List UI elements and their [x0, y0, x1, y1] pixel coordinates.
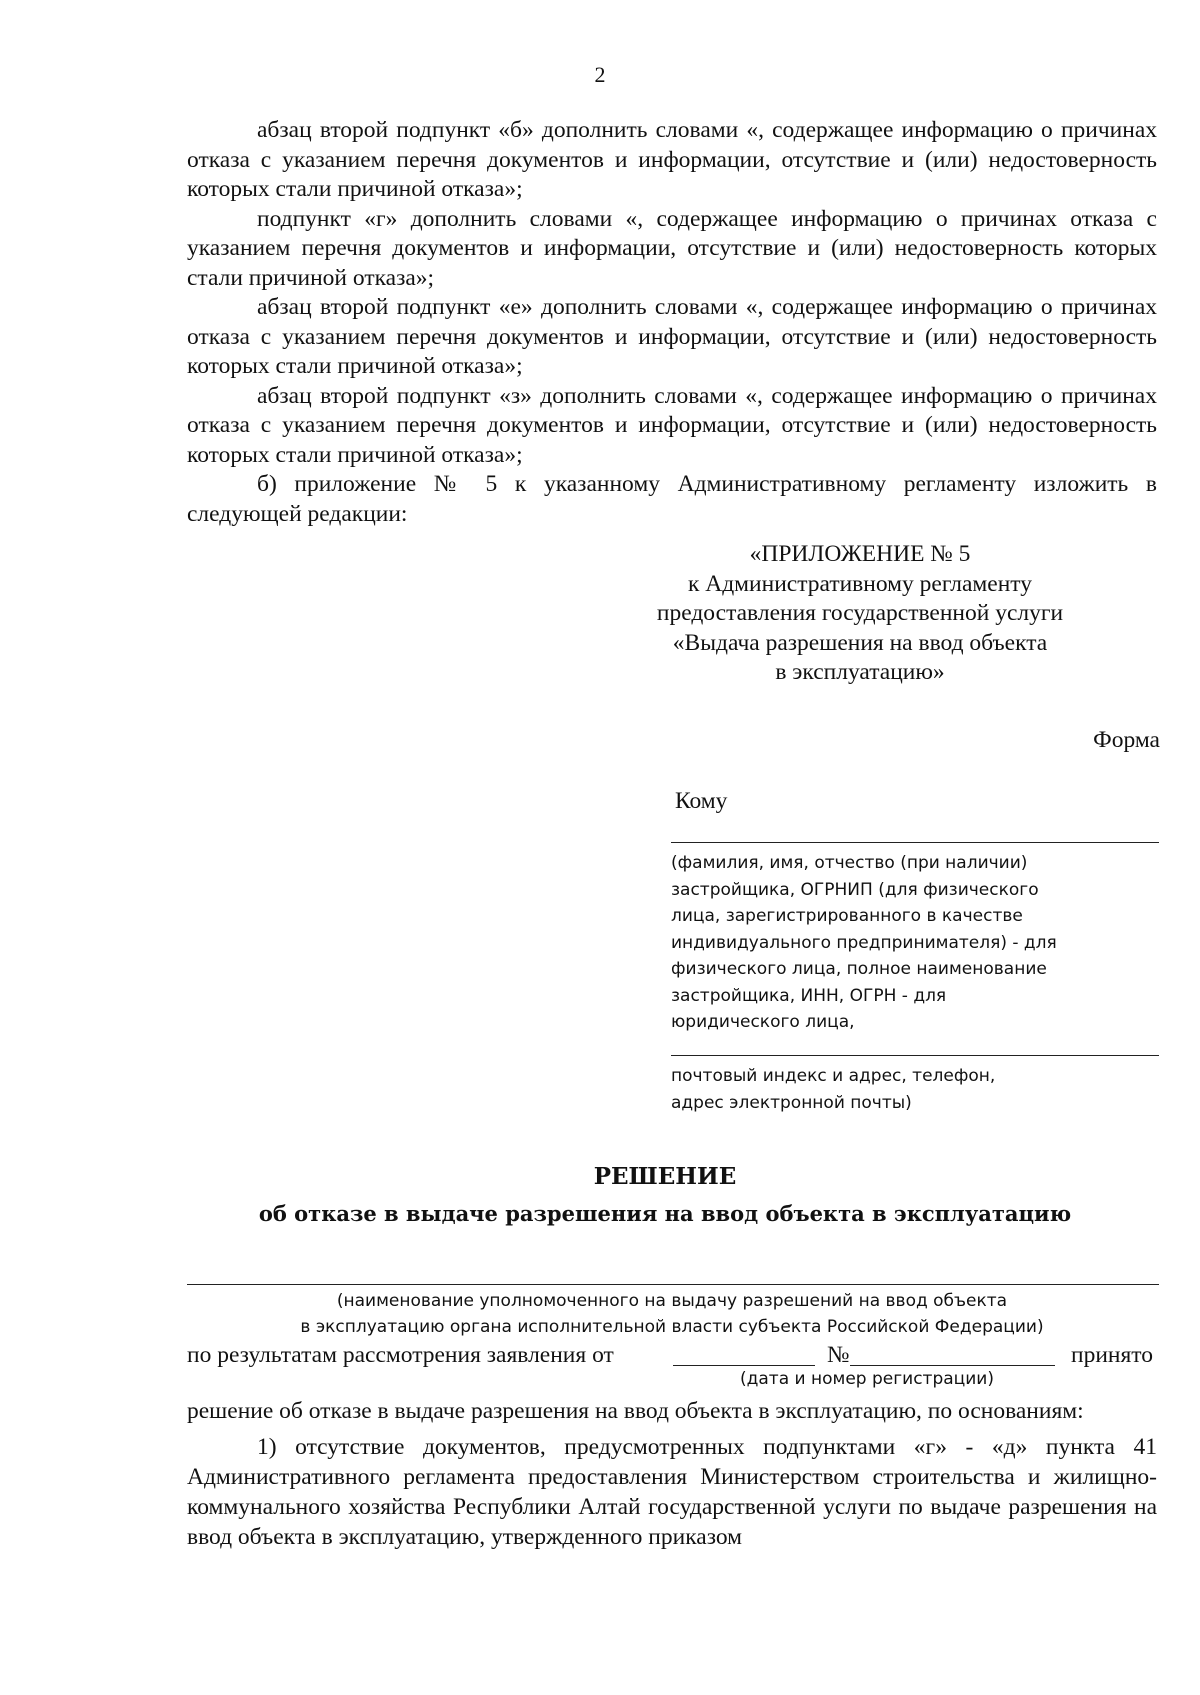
decision-text	[187, 1396, 1157, 1552]
recipient-label: Кому	[675, 788, 728, 814]
appendix-line: «ПРИЛОЖЕНИЕ № 5	[749, 541, 971, 567]
recipient-note-line: (фамилия, имя, отчество (при наличии)	[671, 853, 1028, 873]
form-label: Форма	[1093, 727, 1160, 753]
recipient-address-line	[671, 1055, 1159, 1056]
date-note: (дата и номер регистрации)	[740, 1369, 994, 1389]
decision-intro: решение об отказе в выдаче разрешения на ввод объекта в эксплуатацию, по основаниям:	[187, 1398, 1084, 1424]
paragraph-z-amendment: абзац второй подпункт «з» дополнить словами «, содержащее информацию о причинах отказа с указанием перечня документов и информации, отсутствие и (или) недостоверность которых стали причиной отказа»;	[187, 382, 1157, 468]
address-note	[671, 1063, 1101, 1116]
recipient-note-line: застройщика, ИНН, ОГРН - для	[671, 985, 947, 1006]
recipient-name-line	[671, 842, 1159, 843]
appendix-line: «Выдача разрешения на ввод объекта	[672, 629, 1048, 656]
registration-number-blank	[850, 1365, 1055, 1366]
recipient-note-line: застройщика, ОГРНИП (для физического	[671, 879, 1039, 900]
recipient-note-line: юридического лица,	[671, 1012, 855, 1032]
paragraph-e-amendment: абзац второй подпункт «е» дополнить словами «, содержащее информацию о причинах отказа с указанием перечня документов и информации, отсутствие и (или) недостоверность которых стали причиной отказа»;	[187, 294, 1157, 379]
appendix-line: в эксплуатацию»	[775, 659, 945, 685]
appendix-line: к Административному регламенту	[687, 570, 1033, 597]
decision-subtitle: об отказе в выдаче разрешения на ввод объекта в эксплуатацию	[258, 1201, 1072, 1226]
recipient-note	[671, 850, 1101, 1036]
recipient-note-line: физического лица, полное наименование	[671, 959, 1047, 979]
paragraph-appendix-instruction: б) приложение № 5 к указанному Административному регламенту изложить в следующей редакции:	[187, 471, 1157, 527]
appendix-line: предоставления государственной услуги	[656, 600, 1064, 626]
address-note-line: адрес электронной почты)	[671, 1092, 912, 1113]
amendment-paragraphs	[187, 116, 1157, 529]
authority-note-line: (наименование уполномоченного на выдачу разрешений на ввод объекта	[336, 1291, 1008, 1311]
date-blank	[673, 1365, 815, 1366]
paragraph-b-amendment: абзац второй подпункт «б» дополнить словами «, содержащее информацию о причинах отказа с указанием перечня документов и информации, отсутствие и (или) недостоверность которых стали причиной отказа»;	[187, 117, 1157, 202]
page-number: 2	[594, 62, 606, 87]
authority-note	[187, 1288, 1157, 1340]
appendix-header	[620, 540, 1100, 688]
review-suffix: принято	[1071, 1342, 1153, 1368]
decision-title: РЕШЕНИЕ	[593, 1163, 737, 1190]
recipient-note-line: лица, зарегистрированного в качестве	[671, 906, 1023, 926]
authority-note-line: в эксплуатацию органа исполнительной власти субъекта Российской Федерации)	[300, 1317, 1044, 1337]
recipient-note-line: индивидуального предпринимателя) - для	[671, 932, 1057, 953]
authority-name-line	[187, 1284, 1159, 1285]
address-note-line: почтовый индекс и адрес, телефон,	[671, 1066, 996, 1086]
decision-ground-1: 1) отсутствие документов, предусмотренных подпунктами «г» - «д» пункта 41 Административного регламента предоставления Министерством строительства и жилищно-коммунального хозяйства Республики Алтай государственной услуги по выдаче разрешения на ввод объекта в эксплуатацию, утвержденного приказом	[187, 1434, 1157, 1550]
review-prefix: по результатам рассмотрения заявления от	[187, 1342, 614, 1368]
paragraph-g-amendment: подпункт «г» дополнить словами «, содержащее информацию о причинах отказа с указанием перечня документов и информации, отсутствие и (или) недостоверность которых стали причиной отказа»;	[187, 205, 1157, 291]
number-sign: №	[827, 1342, 850, 1368]
